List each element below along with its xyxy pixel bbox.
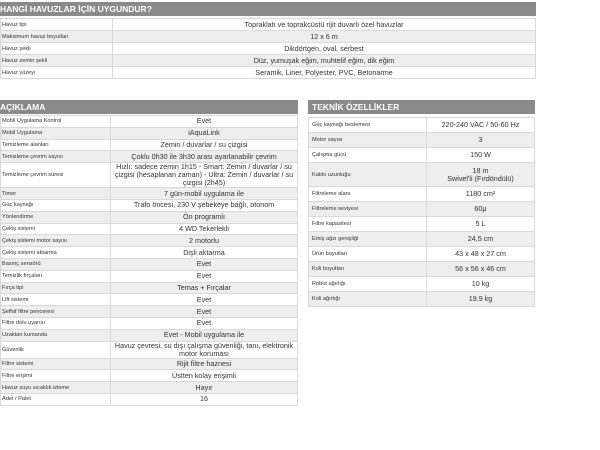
row-label: Temizleme çevrim süresi xyxy=(1,163,111,188)
description-title: AÇIKLAMA xyxy=(0,102,46,112)
row-label: Koli boyutları xyxy=(309,262,427,277)
suitability-rows xyxy=(1,19,536,79)
row-label: Basınç sensörü xyxy=(1,258,111,270)
row-label: Çekiş sistemi motor sayısı xyxy=(1,235,111,247)
row-label: Filtre dolu uyarısı xyxy=(1,317,111,329)
row-label: Koli ağırlığı xyxy=(309,292,427,307)
suitability-table xyxy=(0,18,536,79)
row-label: Emiş ağzı genişliği xyxy=(309,232,427,247)
table-row xyxy=(1,139,298,151)
table-row xyxy=(1,329,298,341)
tech-specs-rows xyxy=(309,118,535,307)
row-label: Filtre erişimi xyxy=(1,370,111,382)
row-value: Havuz çevresi, su dışı çalışma güvenliği, tanı, elektronik motor koruması xyxy=(111,341,298,358)
table-row xyxy=(1,270,298,282)
row-value: Evet xyxy=(111,294,298,306)
description-table xyxy=(0,115,298,406)
row-value: Evet xyxy=(111,306,298,318)
row-value: Evet xyxy=(111,317,298,329)
row-label: Timer xyxy=(1,188,111,200)
row-value: Hızlı: sadece zemin 1h15 - Smart: Zemin / duvarlar / su çizgisi (hesaplanan zaman) - Ultra: Zemin / duvarlar / su çizgisi (2h45) xyxy=(111,163,298,188)
row-label: Havuz zemin şekli xyxy=(1,55,113,67)
row-label: Lift sistemi xyxy=(1,294,111,306)
row-value: 7 gün-mobil uygulama ile xyxy=(111,188,298,200)
table-row xyxy=(309,217,535,232)
table-row xyxy=(1,19,536,31)
table-row xyxy=(309,202,535,217)
row-value: 24,5 cm xyxy=(427,232,535,247)
row-value: Temas + Fırçalar xyxy=(111,282,298,294)
row-value: 12 x 6 m xyxy=(113,31,536,43)
row-value: 4 WD Tekerlekli xyxy=(111,223,298,235)
row-value: Evet xyxy=(111,258,298,270)
row-label: Havuz şekli xyxy=(1,43,113,55)
row-value: Ön programlı xyxy=(111,211,298,223)
table-row xyxy=(1,151,298,163)
row-value: 3 xyxy=(427,133,535,148)
row-label: Güç kaynağı xyxy=(1,199,111,211)
row-value: Trafo öncesi, 230 V şebekeye bağlı, otonom xyxy=(111,199,298,211)
table-row xyxy=(1,211,298,223)
row-label: Adet / Palet xyxy=(1,393,111,405)
tech-specs-header xyxy=(308,100,535,114)
row-value: Evet xyxy=(111,270,298,282)
table-row xyxy=(1,199,298,211)
tech-specs-table xyxy=(308,117,535,307)
table-row xyxy=(1,163,298,188)
row-label: Filtreleme seviyesi xyxy=(309,202,427,217)
row-value: 56 x 56 x 46 cm xyxy=(427,262,535,277)
row-label: Havuz suyu sıcaklık izleme xyxy=(1,382,111,394)
table-row xyxy=(1,317,298,329)
row-value: Hayır xyxy=(111,382,298,394)
row-label: Şeffaf filtre penceresi xyxy=(1,306,111,318)
row-label: Mobil Uygulama Kontrol xyxy=(1,116,111,128)
row-value: Dikdörtgen, oval, serbest xyxy=(113,43,536,55)
table-row xyxy=(309,148,535,163)
row-label: Havuz tipi xyxy=(1,19,113,31)
row-label: Temizleme çevrim sayısı xyxy=(1,151,111,163)
table-row xyxy=(309,262,535,277)
table-row xyxy=(1,235,298,247)
row-value: Rijit filtre haznesi xyxy=(111,358,298,370)
row-value: 43 x 48 x 27 cm xyxy=(427,247,535,262)
row-value-line: 18 m xyxy=(472,165,489,175)
description-header xyxy=(0,100,298,114)
table-row xyxy=(1,67,536,79)
row-value: 150 W xyxy=(427,148,535,163)
table-row xyxy=(1,370,298,382)
table-row xyxy=(1,306,298,318)
table-row xyxy=(309,187,535,202)
row-label: Güç kaynağı beslemesi xyxy=(309,118,427,133)
table-row xyxy=(1,116,298,128)
table-row xyxy=(1,382,298,394)
row-value: Çoklu 0h30 ile 3h30 arası ayarlanabilir çevrim xyxy=(111,151,298,163)
table-row xyxy=(309,292,535,307)
row-value: 60μ xyxy=(427,202,535,217)
row-value: 16 xyxy=(111,393,298,405)
table-row xyxy=(309,232,535,247)
row-value: Düz, yumuşak eğim, muhtelif eğim, dik eğim xyxy=(113,55,536,67)
row-value: Topraklatı ve toprakcüstü rijit duvarlı özel havuzlar xyxy=(113,19,536,31)
row-label: Fırça tipi xyxy=(1,282,111,294)
table-row xyxy=(309,163,535,187)
table-row xyxy=(309,118,535,133)
table-row xyxy=(1,358,298,370)
row-value: 2 motorlu xyxy=(111,235,298,247)
suitability-header xyxy=(0,2,536,16)
row-label: Yönlendirme xyxy=(1,211,111,223)
table-row xyxy=(1,341,298,358)
row-label: Filtreleme alanı xyxy=(309,187,427,202)
row-label: Mobil Uygulama xyxy=(1,127,111,139)
table-row xyxy=(1,258,298,270)
table-row xyxy=(1,223,298,235)
table-row xyxy=(1,294,298,306)
row-label: Maksimum havuz boyutları xyxy=(1,31,113,43)
table-row xyxy=(1,55,536,67)
row-value: Dişli aktarma xyxy=(111,247,298,259)
row-label: Çekiş sistemi xyxy=(1,223,111,235)
row-value: iAquaLink xyxy=(111,127,298,139)
row-label: Temizleme alanları xyxy=(1,139,111,151)
table-row xyxy=(1,43,536,55)
table-row xyxy=(309,277,535,292)
table-row xyxy=(1,188,298,200)
tech-specs-title: TEKNİK ÖZELLİKLER xyxy=(312,102,400,112)
row-label: Çalışma gücü xyxy=(309,148,427,163)
row-label: Kablo uzunluğu xyxy=(309,163,427,187)
table-row xyxy=(1,31,536,43)
table-row xyxy=(1,393,298,405)
row-value-line: Swivel'li (Fırdöndülü) xyxy=(447,173,514,183)
description-rows xyxy=(1,116,298,406)
row-value: Zemin / duvarlar / su çizgisi xyxy=(111,139,298,151)
row-label: Uzaktan kumanda xyxy=(1,329,111,341)
table-row xyxy=(1,127,298,139)
row-value: Evet xyxy=(111,116,298,128)
table-row xyxy=(1,247,298,259)
row-label: Güvenlik xyxy=(1,341,111,358)
row-label: Robot ağırlığı xyxy=(309,277,427,292)
row-value: 1180 cm² xyxy=(427,187,535,202)
table-row xyxy=(309,133,535,148)
table-row xyxy=(309,247,535,262)
row-label: Havuz yüzeyi xyxy=(1,67,113,79)
row-value: 5 L xyxy=(427,217,535,232)
row-value: Seramik, Liner, Polyester, PVC, Betonarme xyxy=(113,67,536,79)
row-label: Filtre sistemi xyxy=(1,358,111,370)
row-value: 220-240 VAC / 50-60 Hz xyxy=(427,118,535,133)
row-label: Motor sayısı xyxy=(309,133,427,148)
row-value xyxy=(427,163,535,187)
row-label: Filtre kapasitesi xyxy=(309,217,427,232)
row-label: Temizlik fırçaları xyxy=(1,270,111,282)
row-value: 10 kg xyxy=(427,277,535,292)
row-value: Üstten kolay erişimli xyxy=(111,370,298,382)
row-value: Evet - Mobil uygulama ile xyxy=(111,329,298,341)
row-label: Çekiş sistemi aktarma xyxy=(1,247,111,259)
row-value: 19.9 kg xyxy=(427,292,535,307)
suitability-title: HANGİ HAVUZLAR İÇİN UYGUNDUR? xyxy=(0,4,152,14)
table-row xyxy=(1,282,298,294)
row-label: Ürün boyutları xyxy=(309,247,427,262)
